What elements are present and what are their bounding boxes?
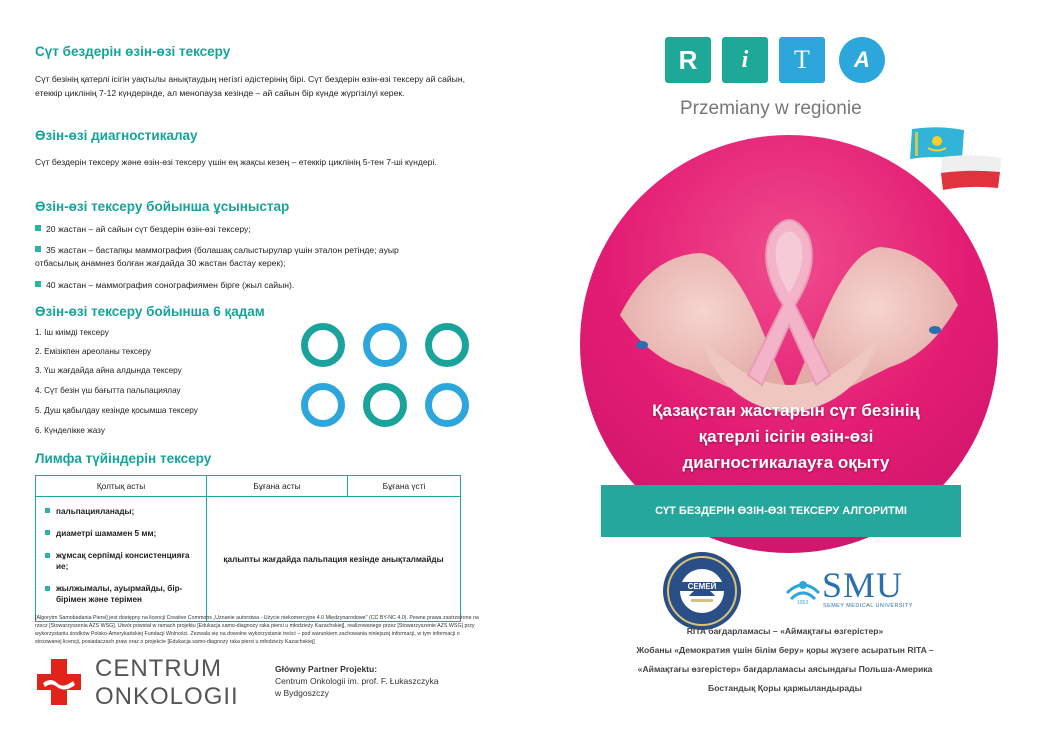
bullet-square-icon: [45, 530, 50, 535]
section-title-six-steps: Өзін-өзі тексеру бойынша 6 қадам: [35, 304, 265, 319]
section-text-diagnosis: Сүт бездерін тексеру және өзін-өзі тексеру үшін ең жақсы кезең – етеккір циклінің 5-тен 7-ші күндері.: [35, 157, 437, 167]
bullet-square-icon: [45, 586, 50, 591]
bullet-square-icon: [35, 281, 41, 287]
centrum-onkologii-logo-icon: [35, 657, 83, 707]
step-ring-icon: [425, 323, 469, 367]
bullet-square-icon: [45, 553, 50, 558]
list-item: диаметрі шамамен 5 мм;: [45, 528, 199, 539]
smu-year: 1953: [797, 600, 809, 606]
bullet-square-icon: [35, 225, 41, 231]
step-item: 6. Күнделікке жазу: [35, 426, 105, 435]
step-item: 3. Үш жағдайда айна алдында тексеру: [35, 366, 182, 375]
rita-tile-r: R: [665, 37, 711, 83]
lymph-node-table: [35, 475, 461, 622]
centrum-logo-text: CENTRUM ONKOLOGII: [95, 655, 239, 710]
step-item: 4. Сүт безін үш бағытта пальпациялау: [35, 386, 181, 395]
rita-tile-a: A: [839, 37, 885, 83]
rita-subtitle: Przemiany w regionie: [680, 98, 862, 119]
algorithm-banner: СҮТ БЕЗДЕРІН ӨЗІН-ӨЗІ ТЕКСЕРУ АЛГОРИТМІ: [601, 485, 961, 537]
partner-block: Główny Partner Projektu: Centrum Onkologii im. prof. F. Łukaszczyka w Bydgoszczy: [275, 664, 439, 698]
section-title-lymph: Лимфа түйіндерін тексеру: [35, 451, 212, 466]
bullet-square-icon: [35, 246, 41, 252]
table-header: Бұғана үсті: [348, 476, 461, 497]
step-ring-icon: [301, 383, 345, 427]
step-item: 1. Іш киімді тексеру: [35, 328, 109, 337]
section-title-recommendations: Өзін-өзі тексеру бойынша ұсыныстар: [35, 199, 290, 214]
funding-statement: RITA бағдарламасы – «Аймақтағы өзгерістер» Жобаны «Демократия үшін білім беру» қоры жүзеге асыратын RITA – «Аймақтағы өзгерістер» бағдарламасы аясындағы Польша-Америка Бостандық Қоры қаржыландырады: [636, 626, 934, 693]
list-item: пальпацияланады;: [45, 506, 199, 517]
bullet-square-icon: [45, 508, 50, 513]
seal-label: СЕМЕЙ: [674, 582, 730, 591]
step-item: 5. Душ қабылдау кезінде қосымша тексеру: [35, 406, 198, 415]
recommendation-item: 20 жастан – ай сайын сүт бездерін өзін-өзі тексеру;: [35, 223, 455, 236]
section-text-self-exam: Сүт безінің қатерлі ісігін уақтылы анықтаудың негізгі әдістерінің бірі. Сүт бездерін өзін-өзі тексеру ай сайын, етеккір циклінің 7-12 күндерінде, ал менопауза кезінде – ай сайын бір күнде жүргізілуі керек.: [35, 74, 465, 98]
rita-tile-i: i: [722, 37, 768, 83]
table-header: Бұғана асты: [207, 476, 348, 497]
step-ring-icon: [301, 323, 345, 367]
smu-subtitle: SEMEY MEDICAL UNIVERSITY: [823, 603, 913, 609]
rita-tile-t: T: [779, 37, 825, 83]
smu-logo-text: SMU: [822, 565, 904, 605]
table-header: Қолтық асты: [36, 476, 207, 497]
headline: Қазақстан жастарын сүт безінің қатерлі ісігін өзін-өзі диагностикалауға оқыту: [652, 401, 920, 472]
list-item: жылжымалы, ауырмайды, бір-бірімен және терімен: [45, 583, 199, 605]
recommendation-item: 35 жастан – бастапқы маммография (болашақ салыстырулар үшін эталон ретінде; ауыр отбасылық анамнез болған жағдайда 30 жастан бастау керек);: [35, 245, 399, 268]
recommendation-item: 40 жастан – маммография сонографиямен бірге (жыл сайын).: [35, 279, 455, 292]
smu-emblem-icon: [785, 573, 821, 612]
table-cell-axillary: [36, 497, 207, 622]
poland-flag-icon: [938, 153, 1004, 198]
license-disclaimer: [Algorytm Samobadania Piersi] jest dostępny na licencji Creative Commons „Uznanie autorstwa - Użycie niekomercyjne 4.0 Międzynarodowe" (CC BY-NC 4.0). Pewne prawa zastrzeżone na rzecz [Stowarzyszenia AZS WSG]. Utwór powstał w ramach projektu [Edukacja samo-diagnozy raka piersi u młodzieży Kazachskiej], realizowanego przez [Stowarzyszenie AZS WSG] przy wykorzystaniu środków Polsko-Amerykańskiej Fundacji Wolności. Zezwala się na dowolne wykorzystanie treści – pod warunkiem zachowania niniejszej informacji, w tym informacji o stosowanej licencji, posiadaczach praw oraz o projekcie [Edukacja samo-diagnozy raka piersi u młodzieży Kazachskiej]: [35, 615, 479, 645]
table-cell-merged: қалыпты жағдайда пальпация кезінде анықталмайды: [207, 497, 461, 622]
step-item: 2. Емізікпен ареоланы тексеру: [35, 347, 152, 356]
section-title-self-exam: Сүт бездерін өзін-өзі тексеру: [35, 44, 231, 59]
list-item: жұмсақ серпімді консистенцияға ие;: [45, 550, 199, 572]
section-title-diagnosis: Өзін-өзі диагностикалау: [35, 128, 198, 143]
step-ring-icon: [363, 323, 407, 367]
step-ring-icon: [363, 383, 407, 427]
step-ring-icon: [425, 383, 469, 427]
